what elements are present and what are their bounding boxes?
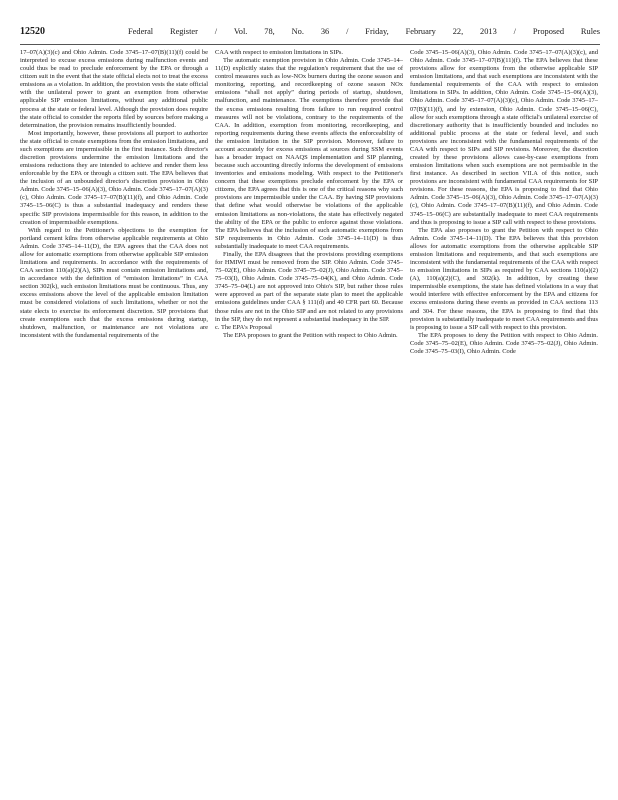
text-column-2: [215, 49, 403, 340]
running-head: Federal Register / Vol. 78, No. 36 / Friday, February 22, 2013 / Proposed Rules: [128, 27, 600, 36]
paragraph: 17–07(A)(3)(c) and Ohio Admin. Code 3745–17–07(B)(11)(f) could be interpreted to excuse excess emissions during malfunction events and could thus be read to preclude enforcement by the EPA or through a citizen suit in the event that the state official elects not to treat the excess emissions as a violation. In addition, the provision vests the state official with the unilateral power to grant an exemption from otherwise applicable SIP emission limitations, without any additional public process at the state or federal level. Although the provision does require the state official to consider the reports filed by sources before making a determination, the provision remains insufficiently bounded.: [20, 49, 208, 129]
paragraph: The EPA also proposes to grant the Petition with respect to Ohio Admin. Code 3745–14–11(D). The EPA believes that this provision allows for automatic exemptions from the otherwise applicable SIP emission limitations and requirements, and that such exemptions are inconsistent with the fundamental requirements of the CAA with respect to emission limitations in SIPs as required by CAA sections 110(a)(2)(A), 110(a)(2)(C), and 302(k). In addition, by creating these impermissible exemptions, the state has defined violations in a way that would interfere with effective enforcement by the EPA and citizens for excess emissions during these events as provided in CAA sections 113 and 304. For these reasons, the EPA is proposing to find that this provision is substantially inadequate to meet CAA requirements and thus is proposing to issue a SIP call with respect to this provision.: [410, 226, 598, 331]
paragraph: Code 3745–15–06(A)(3), Ohio Admin. Code 3745–17–07(A)(3)(c), and Ohio Admin. Code 3745–17–07(B)(11)(f). The EPA believes that these provisions allow for exemptions from the otherwise applicable SIP emission limitations, and that such exemptions are inconsistent with the fundamental requirements of the CAA with respect to emission limitations in SIPs. In addition, Ohio Admin. Code 3745–15–06(A)(3), Ohio Admin. Code 3745–17–07(A)(3)(c), Ohio Admin. Code 3745–17–07(B)(11)(f), and by extension, Ohio Admin. Code 3745–15–06(C), allow for such exemptions through a state official's unilateral exercise of discretionary authority that is insufficiently bounded and includes no additional public process at the state or federal level, and such provisions are inconsistent with the fundamental requirements of the CAA with respect to SIPs and SIP revisions. Moreover, the discretion created by these provisions allows case-by-case exemptions from emission limitations when such exemptions are not permissible in the first instance. As described in section VII.A of this notice, such provisions are inconsistent with fundamental CAA requirements for SIP revisions. For these reasons, the EPA is proposing to find that Ohio Admin. Code 3745–15–06(A)(3), Ohio Admin. Code 3745–17–07(A)(3)(c), Ohio Admin. Code 3745–17–07(B)(11)(f), and Ohio Admin. Code 3745–15–06(C) are substantially inadequate to meet CAA requirements and thus is proposing to issue a SIP call with respect to these provisions.: [410, 49, 598, 226]
header-rule: [20, 44, 600, 45]
paragraph: With regard to the Petitioner's objections to the exemption for portland cement kilns from otherwise applicable requirements at Ohio Admin. Code 3745–14–11(D), the EPA agrees that the CAA does not allow for automatic exemptions from otherwise applicable SIP emission limitations and requirements. In accordance with the requirements of CAA section 110(a)(2)(A), SIPs must contain emission limitations and, in accordance with the definition of “emission limitations” in CAA section 302(k), such emission limitations must be continuous. Thus, any excess emissions above the level of the applicable emission limitation must be considered violations of such limitations, whether or not the state elects to exercise its enforcement discretion. SIP provisions that create exemptions such that the excess emissions during startup, shutdown, malfunction, or maintenance are not violations are inconsistent with the fundamental requirements of the: [20, 226, 208, 339]
text-column-3: [410, 49, 598, 356]
page-number: 12520: [20, 26, 45, 37]
paragraph: The EPA proposes to grant the Petition with respect to Ohio Admin.: [223, 331, 398, 339]
page-header: [20, 25, 600, 39]
paragraph: Most importantly, however, these provisions all purport to authorize the state official to create exemptions from the emission limitations, and such exemptions are impermissible in the first instance. Such director's discretion provisions undermine the emission limitations and the emissions reductions they are intended to achieve and render them less enforceable by the EPA or through a citizen suit. The EPA believes that the inclusion of an unbounded director's discretion provision in Ohio Admin. Code 3745–15–06(A)(3), Ohio Admin. Code 3745–17–07(A)(3)(c), Ohio Admin. Code 3745–17–07(B)(11)(f), and Ohio Admin. Code 3745–15–06(C) is thus a substantial inadequacy and renders these specific SIP provisions impermissible for this reason, in addition to the creation of impermissible exemptions.: [20, 129, 208, 226]
paragraph: CAA with respect to emission limitations in SIPs.: [215, 49, 344, 56]
paragraph: The automatic exemption provision in Ohio Admin. Code 3745–14–11(D) explicitly states that the regulation's requirement that the use of control measures such as low-NOx burners during the ozone season and monitoring, reporting, and recordkeeping of ozone season NOx emissions “shall not apply” during periods of startup, shutdown, malfunction, and maintenance. The exemptions therefore provide that the excess emissions resulting from failure to run required control measures will not be violations, contrary to the requirements of the CAA. In addition, exemption from monitoring, recordkeeping, and reporting requirements during these events affects the enforceability of the emission limitation in the SIP provision. Moreover, failure to account accurately for excess emissions at sources during SSM events has a broader impact on NAAQS implementation and SIP planning, because such accounting directly informs the development of emissions inventories and emissions modeling. With respect to the Petitioner's concern that these exemptions preclude enforcement by the EPA or citizens, the EPA agrees that this is one of the critical reasons why such provisions are impermissible under the CAA. By having SIP provisions that define what would otherwise be violations of the applicable emission limitations as non-violations, the state has effectively negated the ability of the EPA or the public to enforce against those violations. The EPA believes that the inclusion of such automatic exemptions from SIP requirements in Ohio Admin. Code 3745–14–11(D) is thus substantially inadequate to meet CAA requirements.: [215, 57, 403, 250]
paragraph: The EPA proposes to deny the Petition with respect to Ohio Admin. Code 3745–75–02(E), Ohio Admin. Code 3745–75–02(J), Ohio Admin. Code 3745–75–03(I), Ohio Admin. Code: [410, 331, 598, 355]
section-heading: c. The EPA's Proposal: [215, 323, 272, 331]
paragraph: Finally, the EPA disagrees that the provisions providing exemptions for HMIWI must be removed from the SIP. Ohio Admin. Code 3745–75–02(E), Ohio Admin. Code 3745–75–02(J), Ohio Admin. Code 3745–75–03(I), Ohio Admin. Code 3745–75–04(K), and Ohio Admin. Code 3745–75–04(L) are not approved into Ohio's SIP, but rather those rules were approved as part of the separate state plan to meet the applicable emissions guidelines under CAA § 111(d) and 40 CFR part 60. Because those rules are not in the Ohio SIP and are not related to any provisions in the SIP, they do not represent a substantial inadequacy in the SIP.: [215, 250, 403, 323]
text-column-1: [20, 49, 208, 340]
